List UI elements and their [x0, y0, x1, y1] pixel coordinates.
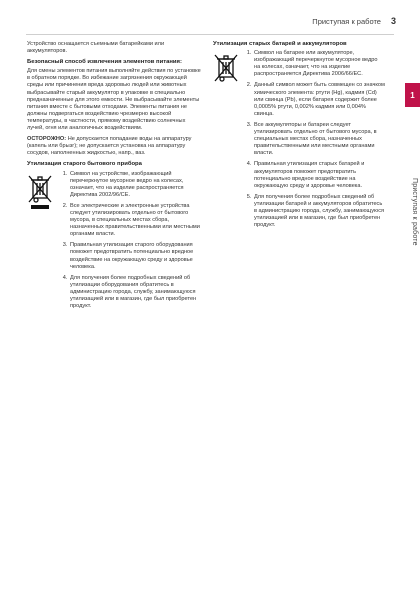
list-item: 3. Все аккумуляторы и батареи следует утилизировать отдельно от бытового мусора, в специальных местах сбора, назначенных правительственными или местными органами власти. — [253, 122, 385, 157]
list-item: 2. Все электрические и электронные устройства следует утилизировать отдельно от бытового мусора, в специальных местах сбора, назначенных правительственными или местными органами власти. — [69, 203, 202, 238]
right-column — [213, 41, 385, 233]
caution-paragraph — [27, 136, 202, 157]
intro-text: Устройство оснащается съемными батарейками или аккумуляторов. — [27, 41, 165, 55]
caution-label: ОСТОРОЖНО: — [27, 136, 67, 143]
list-item: 2. Данный символ может быть совмещен со значком химического элемента: ртути (Hg), кадмия (Cd) или свинца (Pb), если батарея содержит более 0,0005% ртути, 0,002% кадмия или 0,004% свинца. — [253, 82, 385, 117]
list-item: 3. Правильная утилизация старого оборудования поможет предотвратить потенциально вредное воздействие на окружающую среду и здоровье человека. — [69, 242, 202, 270]
safe-removal-heading: Безопасный способ извлечения элементов питания: — [27, 59, 182, 66]
list-item: 4. Для получения более подробных сведений об утилизации оборудования обратитесь в администрацию города, службу, занимающуюся утилизацией или в магазин, где был приобретен продукт. — [69, 275, 202, 310]
battery-heading: Утилизация старых батарей и аккумуляторов — [213, 41, 347, 47]
chapter-tab — [405, 83, 420, 107]
left-column — [27, 41, 202, 314]
crossed-battery-bin-icon — [213, 53, 239, 85]
page-number: 3 — [390, 16, 396, 26]
chapter-side-label: Приступая к работе — [411, 178, 418, 246]
header-divider — [26, 34, 394, 35]
disposal-heading: Утилизация старого бытового прибора — [27, 161, 142, 168]
battery-block — [213, 50, 385, 233]
list-item: 5. Для получения более подробных сведений об утилизации батарей и аккумуляторов обратитесь в администрацию города, службу, занимающуюся утилизацией или в магазин, где был приобретен продукт. — [253, 194, 385, 229]
safe-removal-text: Для смены элементов питания выполняйте действия по установке в обратном порядке. Во избежание загрязнения окружающей среды или причинения вреда здоровью людей или животных выбрасывайте старый аккумулятор в упаковке в специально предназначенные для этого емкости. Не выбрасывайте элементы питания вместе с бытовыми отходами. Элементы питания не должны подвергаться воздействию чрезмерно высокой температуры, в частности, прямому воздействию солнечных лучей, огня или аналогичных воздействиям. — [27, 68, 201, 132]
chapter-number: 1 — [410, 90, 415, 100]
list-item: 4. Правильная утилизация старых батарей и аккумуляторов поможет предотвратить потенциально вредное воздействие на окружающую среду и здоровье человека. — [253, 161, 385, 189]
crossed-bin-icon — [27, 174, 53, 210]
page-header — [26, 14, 396, 28]
section-title: Приступая к работе — [312, 16, 381, 26]
list-item: 1. Символ на батарее или аккумуляторе, изображающий перечеркнутое мусорное ведро на колесах, означает, что на изделие распространяется Директива 2006/66/EC. — [253, 50, 385, 78]
disposal-list — [57, 171, 202, 315]
caution-text: Не допускается попадание воды на аппаратуру (капель или брызг); не допускается установка на аппаратуру сосудов, наполненных жидкостью, напр., ваз. — [27, 136, 192, 157]
disposal-block — [27, 171, 202, 315]
battery-list — [243, 50, 385, 233]
list-item: 1. Символ на устройстве, изображающий перечеркнутое мусорное ведро на колесах, означает, что на изделие распространяется Директива 2002/96/CE. — [69, 171, 202, 199]
